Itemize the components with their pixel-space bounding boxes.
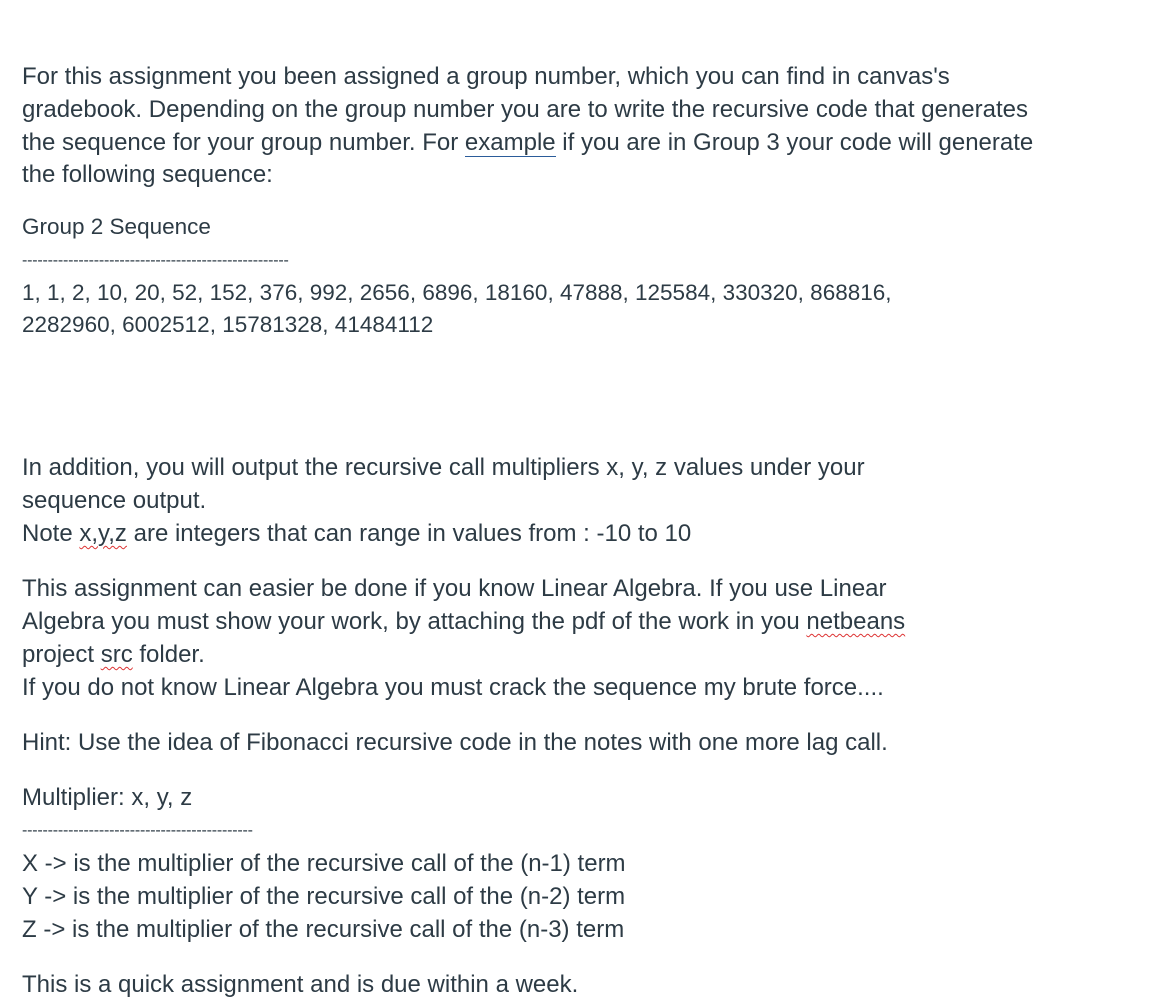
addition-paragraph bbox=[22, 451, 865, 550]
linear-line-3 bbox=[22, 638, 905, 671]
linear-line-1: This assignment can easier be done if you know Linear Algebra. If you use Linear bbox=[22, 575, 887, 602]
separator-line-2: --------------------------------------------- bbox=[22, 822, 253, 839]
intro-line-4: the following sequence: bbox=[22, 161, 273, 188]
intro-line-1: For this assignment you been assigned a group number, which you can find in canvas's bbox=[22, 63, 950, 90]
netbeans-spellcheck-word: netbeans bbox=[806, 608, 906, 635]
group-heading: Group 2 Sequence bbox=[22, 214, 211, 239]
linear-line-3-end: folder. bbox=[132, 641, 205, 668]
addition-line-2: sequence output. bbox=[22, 487, 207, 514]
multiplier-heading: Multiplier: x, y, z bbox=[22, 784, 193, 811]
note-line bbox=[22, 517, 865, 550]
intro-paragraph bbox=[22, 60, 1033, 191]
sequence-block bbox=[22, 277, 892, 341]
linear-algebra-paragraph bbox=[22, 572, 905, 704]
multiplier-x: X -> is the multiplier of the recursive call of the (n-1) term bbox=[22, 850, 626, 877]
multiplier-y: Y -> is the multiplier of the recursive call of the (n-2) term bbox=[22, 883, 626, 910]
example-link[interactable]: example bbox=[464, 129, 556, 156]
sequence-line-2: 2282960, 6002512, 15781328, 41484112 bbox=[22, 312, 434, 337]
addition-line-1: In addition, you will output the recursive call multipliers x, y, z values under your bbox=[22, 454, 865, 481]
multiplier-list bbox=[22, 847, 626, 946]
src-spellcheck-word: src bbox=[100, 641, 133, 668]
intro-line-3-end: if you are in Group 3 your code will generate bbox=[555, 129, 1034, 156]
intro-line-3 bbox=[22, 126, 1033, 159]
intro-line-3-start: the sequence for your group number. For bbox=[22, 129, 465, 156]
linear-line-3-start: project bbox=[22, 641, 101, 668]
note-suffix: are integers that can range in values from : -10 to 10 bbox=[126, 520, 692, 547]
multiplier-z: Z -> is the multiplier of the recursive call of the (n-3) term bbox=[22, 916, 625, 943]
linear-line-2 bbox=[22, 605, 905, 638]
note-prefix: Note bbox=[22, 520, 80, 547]
intro-line-2: gradebook. Depending on the group number you are to write the recursive code that generates bbox=[22, 96, 1028, 123]
sequence-line-1: 1, 1, 2, 10, 20, 52, 152, 376, 992, 2656, 6896, 18160, 47888, 125584, 330320, 868816, bbox=[22, 280, 892, 305]
hint-text: Hint: Use the idea of Fibonacci recursive code in the notes with one more lag call. bbox=[22, 729, 888, 756]
separator-line-1: ---------------------------------------------------- bbox=[22, 252, 289, 269]
closing-text: This is a quick assignment and is due within a week. bbox=[22, 971, 579, 998]
linear-line-2-start: Algebra you must show your work, by attaching the pdf of the work in you bbox=[22, 608, 807, 635]
xyz-spellcheck-word: x,y,z bbox=[79, 520, 127, 547]
linear-line-4: If you do not know Linear Algebra you must crack the sequence my brute force.... bbox=[22, 674, 884, 701]
